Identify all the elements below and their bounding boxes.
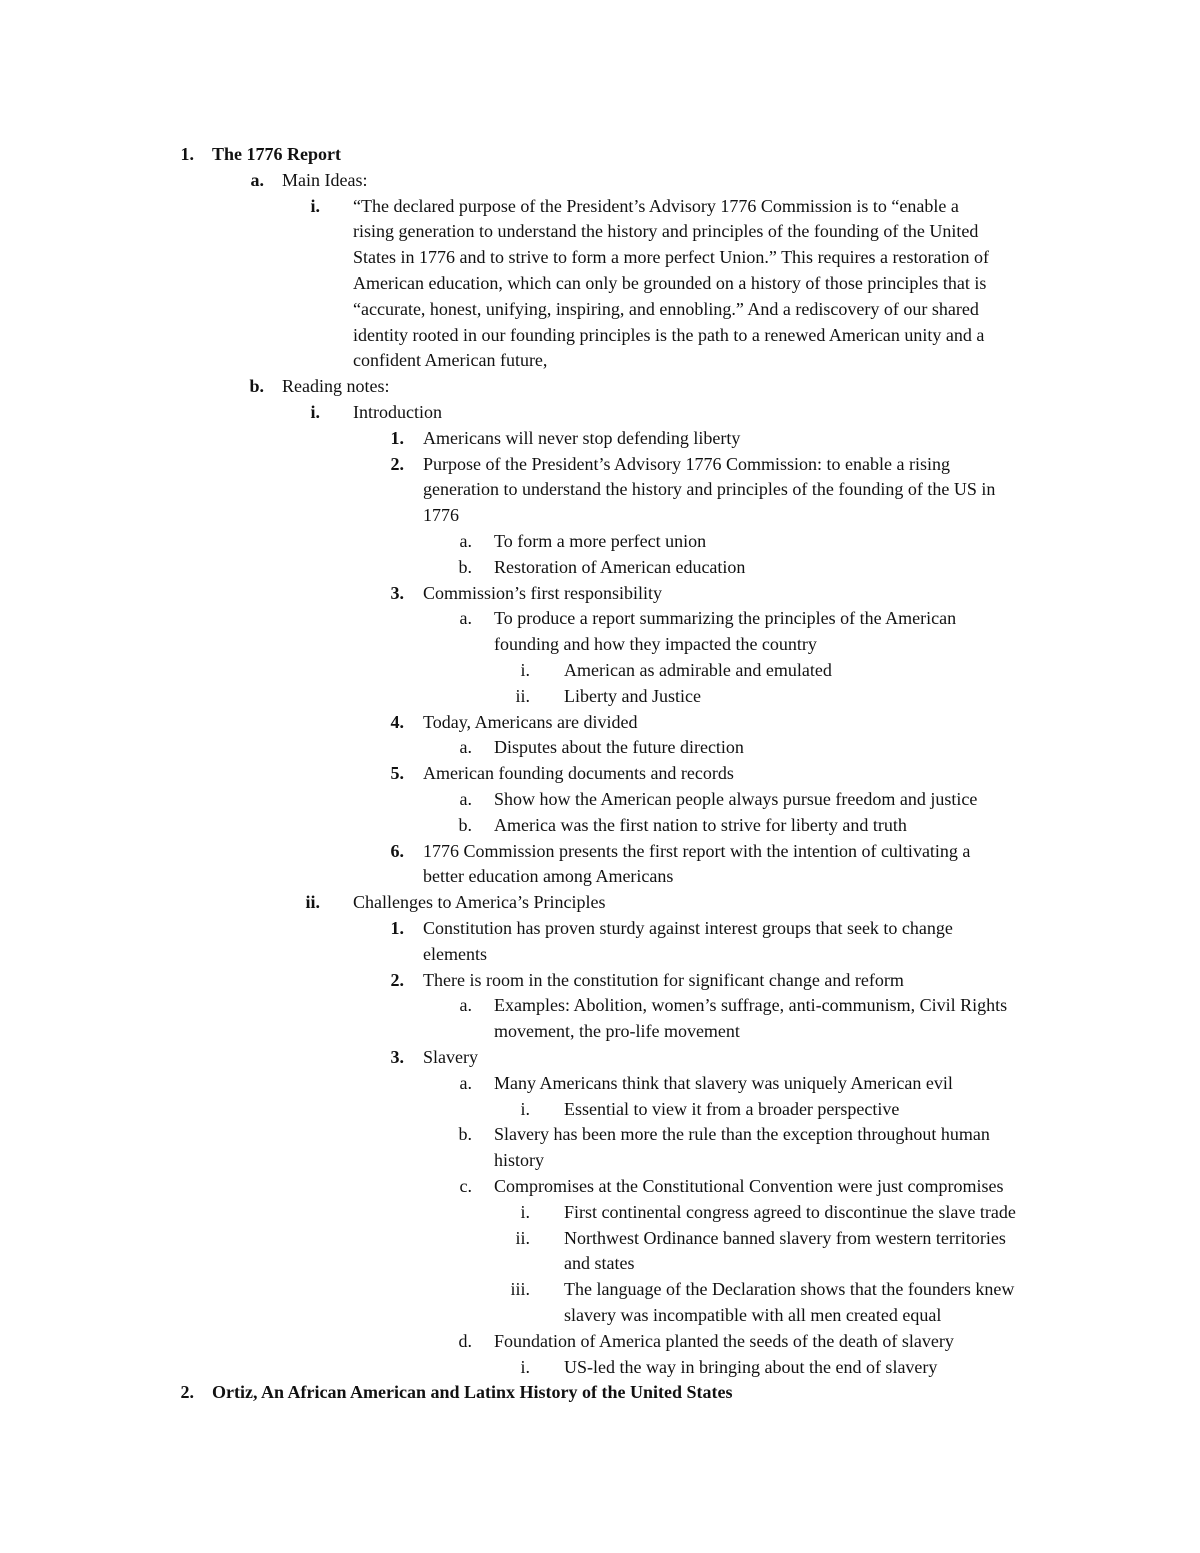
outline-item-continuation [0, 218, 1200, 244]
outline-text: 1776 [423, 505, 459, 526]
outline-item [0, 193, 1200, 219]
outline-item [0, 683, 1200, 709]
list-marker: ii. [305, 892, 320, 913]
list-marker: a. [459, 737, 472, 758]
outline-text: generation to understand the history and principles of the founding of the US in [423, 479, 996, 500]
outline-text: Compromises at the Constitutional Convention were just compromises [494, 1176, 1004, 1196]
section-heading: Ortiz, An African American and Latinx History of the United States [212, 1382, 733, 1403]
outline-text: Constitution has proven sturdy against interest groups that seek to change [423, 918, 953, 938]
list-marker: 3. [390, 1047, 404, 1067]
list-marker: 3. [390, 582, 404, 603]
outline-item [0, 786, 1200, 812]
outline-text: elements [423, 943, 487, 964]
outline-item-continuation [0, 476, 1200, 502]
outline-text: and states [564, 1253, 635, 1274]
outline-text: “accurate, honest, unifying, inspiring, and ennobling.” And a rediscovery of our shared [353, 298, 979, 319]
outline-item-continuation [0, 1147, 1200, 1173]
outline-item [0, 889, 1200, 915]
outline-text: Americans will never stop defending liberty [423, 427, 741, 448]
outline-item-continuation [0, 347, 1200, 373]
outline-text: Many Americans think that slavery was uniquely American evil [494, 1072, 953, 1093]
outline-text: “The declared purpose of the President’s Advisory 1776 Commission is to “enable a [353, 195, 959, 216]
outline-item-continuation [0, 502, 1200, 528]
outline-item-continuation [0, 322, 1200, 348]
list-marker: b. [458, 556, 472, 577]
outline-text: America was the first nation to strive for liberty and truth [494, 814, 907, 835]
list-marker: b. [458, 1124, 472, 1145]
outline-item [0, 1354, 1200, 1380]
outline-item [0, 1173, 1200, 1199]
outline-item [0, 657, 1200, 683]
outline-item-continuation [0, 1250, 1200, 1276]
outline-item [0, 915, 1200, 941]
outline-item [0, 399, 1200, 425]
list-marker: 5. [390, 763, 404, 784]
outline-text: American as admirable and emulated [564, 660, 832, 680]
outline-text: confident American future, [353, 350, 548, 371]
list-marker: i. [310, 195, 320, 216]
list-marker: 2. [390, 453, 404, 474]
outline-text: Disputes about the future direction [494, 737, 744, 758]
outline-item-continuation [0, 270, 1200, 296]
outline-item [0, 709, 1200, 735]
outline-item [0, 528, 1200, 554]
outline-text: To produce a report summarizing the principles of the American [494, 608, 957, 629]
outline-text: Slavery has been more the rule than the exception throughout human [494, 1124, 990, 1145]
outline-text: US-led the way in bringing about the end of slavery [564, 1356, 938, 1377]
list-marker: a. [459, 608, 472, 629]
outline-text: slavery was incompatible with all men created equal [564, 1305, 942, 1325]
outline-text: Show how the American people always pursue freedom and justice [494, 789, 978, 809]
outline-text: American founding documents and records [423, 763, 734, 784]
outline-text: rising generation to understand the history and principles of the founding of the United [353, 221, 979, 242]
list-marker: d. [458, 1330, 472, 1351]
outline-item-continuation [0, 296, 1200, 322]
outline-text: States in 1776 and to strive to form a more perfect Union.” This requires a restoration of [353, 247, 989, 268]
outline-item [0, 425, 1200, 451]
list-marker: a. [459, 995, 472, 1016]
outline-item [0, 992, 1200, 1018]
outline-item-continuation [0, 244, 1200, 270]
list-marker: a. [459, 1072, 472, 1093]
outline-text: The language of the Declaration shows that the founders knew [564, 1279, 1015, 1300]
outline-text: Reading notes: [282, 376, 390, 397]
list-marker: i. [520, 1098, 530, 1119]
list-marker: a. [459, 531, 472, 551]
list-marker: ii. [515, 1227, 530, 1248]
outline-item [0, 373, 1200, 399]
outline-item [0, 1096, 1200, 1122]
list-marker: i. [520, 1201, 530, 1222]
outline-text: To form a more perfect union [494, 531, 707, 551]
list-marker: ii. [515, 685, 530, 706]
list-marker: 1. [180, 144, 194, 164]
outline-item [0, 554, 1200, 580]
outline-item [0, 580, 1200, 606]
outline-text: founding and how they impacted the country [494, 634, 817, 655]
outline-text: Northwest Ordinance banned slavery from western territories [564, 1227, 1006, 1248]
outline-text: Essential to view it from a broader perspective [564, 1098, 900, 1119]
list-marker: i. [520, 660, 530, 680]
outline-text: First continental congress agreed to discontinue the slave trade [564, 1201, 1016, 1222]
outline-text: Restoration of American education [494, 556, 746, 577]
outline-item-continuation [0, 1302, 1200, 1328]
outline-text: American education, which can only be grounded on a history of those principles that is [353, 273, 987, 293]
outline-text: Today, Americans are divided [423, 711, 638, 732]
outline-item [0, 812, 1200, 838]
outline-item [0, 1379, 1200, 1405]
outline-item [0, 1121, 1200, 1147]
list-marker: a. [459, 789, 472, 809]
list-marker: b. [249, 376, 264, 397]
outline-text: identity rooted in our founding principles is the path to a renewed American unity and a [353, 324, 985, 345]
outline-item [0, 605, 1200, 631]
outline-item [0, 1328, 1200, 1354]
outline-text: Liberty and Justice [564, 685, 701, 706]
outline-item-continuation [0, 631, 1200, 657]
outline-item [0, 167, 1200, 193]
outline-text: Purpose of the President’s Advisory 1776 Commission: to enable a rising [423, 453, 950, 474]
list-marker: 2. [390, 969, 404, 990]
list-marker: i. [520, 1356, 530, 1377]
outline-text: history [494, 1150, 545, 1171]
outline-item [0, 1199, 1200, 1225]
list-marker: 6. [390, 840, 404, 861]
list-marker: 2. [180, 1382, 194, 1403]
outline-item [0, 451, 1200, 477]
outline-text: There is room in the constitution for significant change and reform [423, 969, 904, 990]
outline-text: Slavery [423, 1047, 478, 1067]
list-marker: c. [459, 1176, 472, 1196]
outline-text: movement, the pro-life movement [494, 1021, 740, 1042]
outline-item [0, 1070, 1200, 1096]
outline-item [0, 1276, 1200, 1302]
outline-item [0, 760, 1200, 786]
outline-text: Challenges to America’s Principles [353, 892, 606, 913]
outline-item-continuation [0, 863, 1200, 889]
outline-item-continuation [0, 941, 1200, 967]
outline-item [0, 1225, 1200, 1251]
outline-item [0, 967, 1200, 993]
list-marker: i. [310, 402, 320, 422]
outline-text: Main Ideas: [282, 169, 368, 190]
list-marker: 4. [390, 711, 404, 732]
section-heading: The 1776 Report [212, 144, 341, 164]
outline-item-continuation [0, 1018, 1200, 1044]
list-marker: iii. [510, 1279, 530, 1300]
outline-item [0, 838, 1200, 864]
outline-text: 1776 Commission presents the first report with the intention of cultivating a [423, 840, 971, 861]
outline-text: better education among Americans [423, 866, 674, 887]
list-marker: b. [458, 814, 472, 835]
outline-text: Foundation of America planted the seeds of the death of slavery [494, 1330, 954, 1351]
outline-text: Introduction [353, 402, 442, 422]
list-marker: a. [250, 169, 264, 190]
outline-item [0, 1044, 1200, 1070]
outline-text: Commission’s first responsibility [423, 582, 663, 603]
outline-item [0, 141, 1200, 167]
list-marker: 1. [390, 918, 404, 938]
outline-item [0, 734, 1200, 760]
outline-text: Examples: Abolition, women’s suffrage, anti-communism, Civil Rights [494, 995, 1008, 1016]
list-marker: 1. [390, 427, 404, 448]
